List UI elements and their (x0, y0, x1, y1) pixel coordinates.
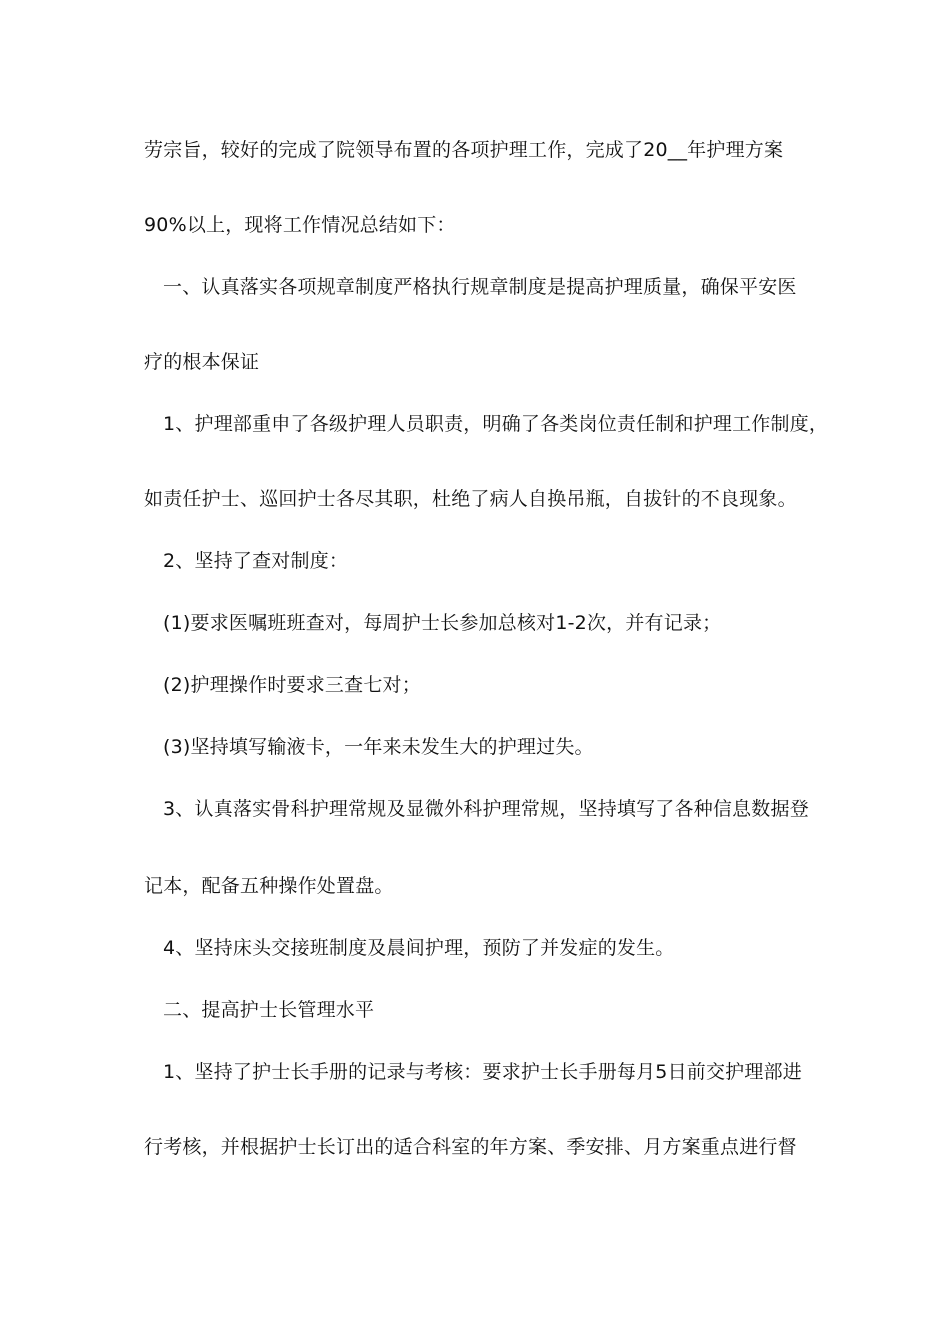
text-line: 1、坚持了护士长手册的记录与考核：要求护士长手册每月5日前交护理部进 (163, 1061, 802, 1083)
text-line: (3)坚持填写输液卡，一年来未发生大的护理过失。 (163, 736, 594, 758)
text-line: 90%以上，现将工作情况总结如下： (144, 214, 456, 236)
text-line: 3、认真落实骨科护理常规及显微外科护理常规，坚持填写了各种信息数据登 (163, 798, 809, 820)
text-line: 4、坚持床头交接班制度及晨间护理，预防了并发症的发生。 (163, 937, 675, 959)
text-line: 疗的根本保证 (144, 351, 260, 373)
section-heading: 一、认真落实各项规章制度严格执行规章制度是提高护理质量，确保平安医 (163, 276, 797, 298)
text-line: 2、坚持了查对制度： (163, 550, 349, 572)
text-line: 行考核，并根据护士长订出的适合科室的年方案、季安排、月方案重点进行督 (144, 1136, 797, 1158)
text-line: 如责任护士、巡回护士各尽其职，杜绝了病人自换吊瓶，自拔针的不良现象。 (144, 488, 797, 510)
text-line: (1)要求医嘱班班查对，每周护士长参加总核对1-2次，并有记录； (163, 612, 722, 634)
text-line: 1、护理部重申了各级护理人员职责，明确了各类岗位责任制和护理工作制度， (163, 413, 829, 435)
section-heading: 二、提高护士长管理水平 (163, 999, 375, 1021)
text-line: (2)护理操作时要求三查七对； (163, 674, 421, 696)
text-line: 劳宗旨，较好的完成了院领导布置的各项护理工作，完成了20__年护理方案 (144, 139, 784, 161)
text-line: 记本，配备五种操作处置盘。 (144, 875, 394, 897)
